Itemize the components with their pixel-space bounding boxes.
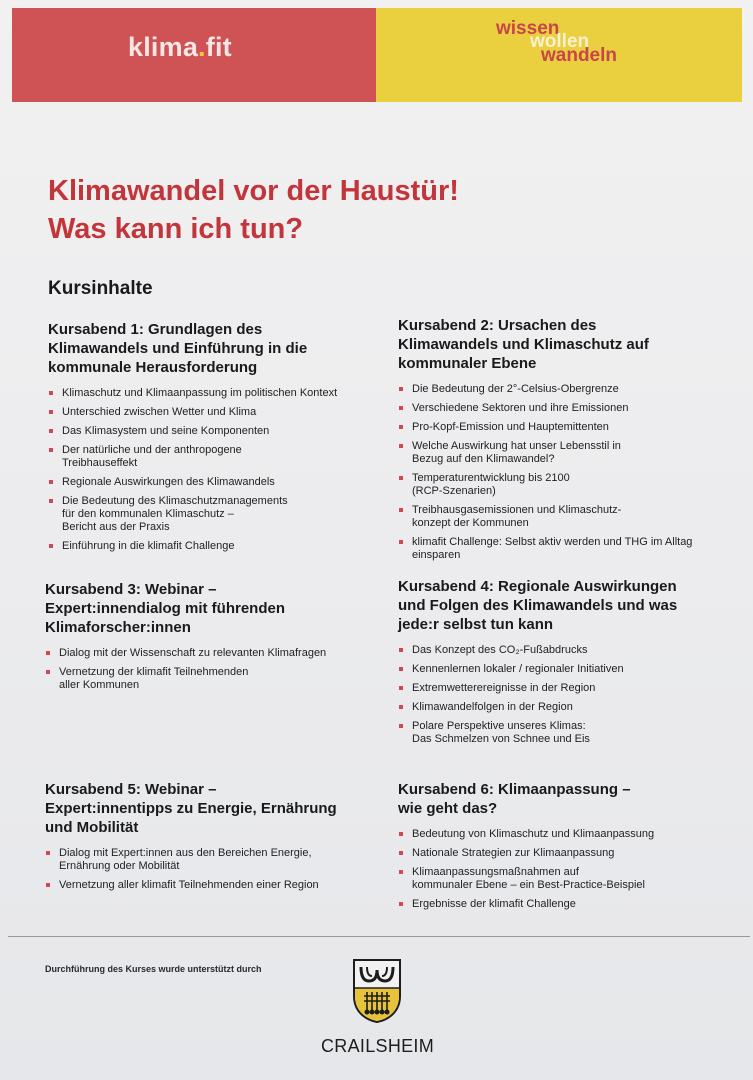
topic-item: Pro-Kopf-Emission und Hauptemittenten	[398, 421, 728, 434]
topic-item: Einführung in die klimafit Challenge	[48, 540, 366, 553]
course-title: Kursabend 6: Klimaanpassung – wie geht das?	[398, 781, 631, 817]
course-1	[48, 320, 366, 559]
topic-item: Verschiedene Sektoren und ihre Emissionen	[398, 402, 728, 415]
course-title: Kursabend 2: Ursachen des Klimawandels und Klimaschutz auf kommunaler Ebene	[398, 317, 649, 372]
topic-item: Klimaanpassungsmaßnahmen auf kommunaler Ebene – ein Best-Practice-Beispiel	[398, 866, 728, 892]
city-name: CRAILSHEIM	[321, 1036, 435, 1056]
topic-item: Der natürliche und der anthropogene Treibhauseffekt	[48, 444, 366, 470]
course-topics	[398, 644, 728, 746]
topic-item: Treibhausgasemissionen und Klimaschutz- konzept der Kommunen	[398, 504, 728, 530]
course-topics	[45, 647, 363, 692]
course-4	[398, 577, 728, 752]
topic-item: Extremwetterereignisse in der Region	[398, 682, 728, 695]
topic-item: Die Bedeutung der 2°-Celsius-Obergrenze	[398, 383, 728, 396]
klimafit-logo: klima.fit	[128, 32, 232, 62]
topic-item: Die Bedeutung des Klimaschutzmanagements für den kommunalen Klimaschutz – Bericht aus der Praxis	[48, 495, 366, 534]
topic-item: Welche Auswirkung hat unser Lebensstil in Bezug auf den Klimawandel?	[398, 440, 728, 466]
course-title: Kursabend 3: Webinar – Expert:innendialog mit führenden Klimaforscher:innen	[45, 581, 286, 636]
topic-item: Vernetzung der klimafit Teilnehmenden aller Kommunen	[45, 666, 363, 692]
topic-item: Klimaschutz und Klimaanpassung im politischen Kontext	[48, 387, 366, 400]
slogan-word-3: wandeln	[541, 45, 618, 66]
course-topics	[48, 387, 366, 553]
topic-item: Temperaturentwicklung bis 2100 (RCP-Szenarien)	[398, 472, 728, 498]
course-2	[398, 316, 728, 568]
course-title: Kursabend 4: Regionale Auswirkungen und Folgen des Klimawandels und was jede:r selbst tun kann	[398, 578, 678, 633]
course-3	[45, 580, 363, 698]
slogan-word-2: wollen	[530, 31, 590, 52]
course-topics	[45, 847, 365, 892]
topic-item: Bedeutung von Klimaschutz und Klimaanpassung	[398, 828, 728, 841]
topic-item: Kennenlernen lokaler / regionaler Initiativen	[398, 663, 728, 676]
topic-item: Unterschied zwischen Wetter und Klima	[48, 406, 366, 419]
crailsheim-crest-icon	[352, 958, 402, 1024]
course-topics	[398, 383, 728, 562]
course-6	[398, 780, 728, 917]
topic-item: Dialog mit der Wissenschaft zu relevanten Klimafragen	[45, 647, 363, 660]
topic-item: Regionale Auswirkungen des Klimawandels	[48, 476, 366, 489]
slogan-word-1: wissen	[496, 18, 560, 39]
topic-item: Polare Perspektive unseres Klimas: Das Schmelzen von Schnee und Eis	[398, 720, 728, 746]
topic-item: Ergebnisse der klimafit Challenge	[398, 898, 728, 911]
topic-item: Das Klimasystem und seine Komponenten	[48, 425, 366, 438]
support-text: Durchführung des Kurses wurde unterstützt durch	[45, 964, 262, 974]
section-heading: Kursinhalte	[48, 278, 153, 299]
footer-divider	[8, 936, 750, 937]
course-title: Kursabend 5: Webinar – Expert:innentipps zu Energie, Ernährung und Mobilität	[45, 781, 337, 836]
course-topics	[398, 828, 728, 911]
topic-item: Das Konzept des CO₂-Fußabdrucks	[398, 644, 728, 657]
topic-item: klimafit Challenge: Selbst aktiv werden und THG im Alltag einsparen	[398, 536, 728, 562]
course-5	[45, 780, 365, 898]
topic-item: Klimawandelfolgen in der Region	[398, 701, 728, 714]
poster-title: Klimawandel vor der Haustür! Was kann ich tun?	[48, 175, 459, 245]
topic-item: Dialog mit Expert:innen aus den Bereichen Energie, Ernährung oder Mobilität	[45, 847, 365, 873]
course-title: Kursabend 1: Grundlagen des Klimawandels und Einführung in die kommunale Herausforderung	[48, 321, 308, 376]
topic-item: Vernetzung aller klimafit Teilnehmenden einer Region	[45, 879, 365, 892]
topic-item: Nationale Strategien zur Klimaanpassung	[398, 847, 728, 860]
